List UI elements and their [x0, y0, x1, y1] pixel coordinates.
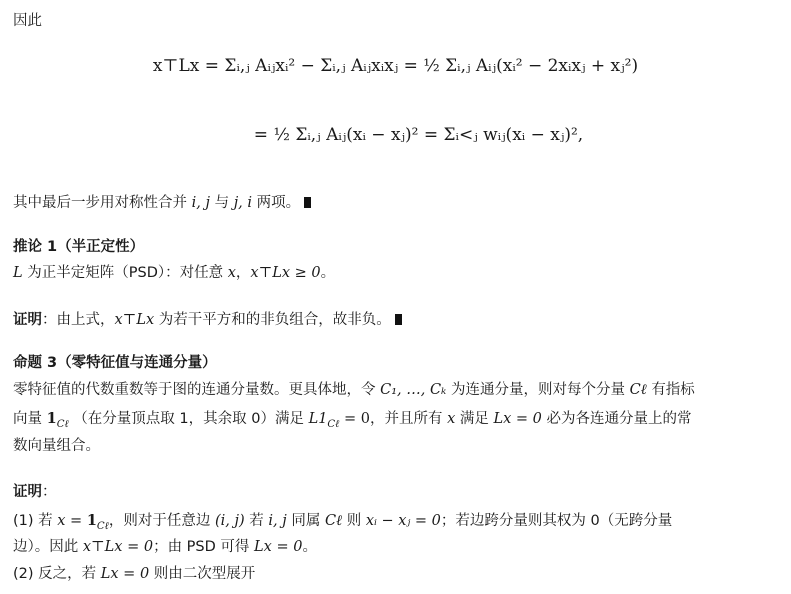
- proof-2-heading: [13, 482, 57, 503]
- prop-text: 为连通分量，则对每个分量: [450, 382, 625, 398]
- math-lx-zero: Lx = 0: [100, 566, 150, 582]
- math-components: C₁, …, Cₖ: [380, 382, 447, 398]
- math-lx-zero: Lx = 0: [493, 411, 542, 427]
- math-edge: (i, j): [214, 513, 245, 529]
- note-math-ij: i, j: [191, 195, 210, 211]
- math-xtlx-geq-0: x⊤Lx ≥ 0: [250, 265, 321, 281]
- math-xtlx-zero: x⊤Lx = 0: [82, 539, 154, 555]
- qed-mark: [395, 314, 402, 325]
- proposition-line-2: [13, 408, 692, 435]
- equation-line-1: [0, 56, 791, 77]
- prop-text: 必为各连通分量上的常: [546, 411, 692, 427]
- math-indicator: 1: [46, 410, 57, 427]
- prop-text: （在分量顶点取 1，其余取 0）满足: [73, 411, 304, 427]
- proof-2-step-1: [13, 510, 672, 537]
- proof-text-rest: 为若干平方和的非负组合，故非负。: [158, 312, 391, 328]
- math-indicator-sub: Cℓ: [96, 520, 109, 532]
- intro-text: 因此: [13, 13, 42, 29]
- math-indicator-sub: Cℓ: [56, 418, 69, 430]
- proof-label: 证明: [13, 312, 42, 328]
- period: 。: [302, 539, 317, 555]
- prop-text: ，并且所有: [369, 411, 443, 427]
- note-math-ji: j, i: [233, 195, 253, 211]
- step-text: 若: [249, 513, 264, 529]
- math-x: x: [447, 411, 456, 427]
- proof-label: 证明: [13, 484, 42, 500]
- corollary-body: [13, 263, 335, 284]
- proposition-title: 命题 3（零特征值与连通分量）: [13, 355, 217, 371]
- colon: ：: [42, 484, 57, 500]
- period: 。: [320, 265, 336, 281]
- math-x: x: [227, 265, 236, 281]
- step-text: 则: [346, 513, 362, 529]
- math-indicator: 1: [86, 512, 97, 529]
- qed-mark: [304, 197, 311, 208]
- symmetry-note: [13, 193, 311, 214]
- step-text: 边）。因此: [13, 539, 79, 555]
- prop-text: 零特征值的代数重数等于图的连通分量数。更具体地，令: [13, 382, 376, 398]
- math-cl: Cℓ: [324, 513, 343, 529]
- step-text: 则由二次型展开: [153, 566, 256, 582]
- corollary-title: 推论 1（半正定性）: [13, 239, 145, 255]
- step-text: ；若边跨分量则其权为 0（无跨分量: [440, 513, 673, 529]
- proof-2-step-2: [13, 564, 255, 585]
- prop-text: 向量: [13, 411, 42, 427]
- math-eq-zero: = 0: [339, 411, 370, 427]
- step-text: 同属: [291, 513, 321, 529]
- equation-line-2-text: = ½ Σᵢ,ⱼ Aᵢⱼ(xᵢ − xⱼ)² = Σᵢ<ⱼ wᵢⱼ(xᵢ − xⱼ)²,: [253, 125, 584, 145]
- proof-text: ：由上式，: [42, 312, 115, 328]
- step-text: ；由 PSD 可得: [153, 539, 250, 555]
- step-text: ，则对于任意边: [108, 513, 211, 529]
- math-xtlx: x⊤Lx: [114, 312, 155, 328]
- equation-line-2: [0, 125, 791, 146]
- equation-line-1-text: x⊤Lx = Σᵢ,ⱼ Aᵢⱼxᵢ² − Σᵢ,ⱼ Aᵢⱼxᵢxⱼ = ½ Σᵢ,ⱼ Aᵢⱼ(xᵢ² − 2xᵢxⱼ + xⱼ²): [152, 56, 639, 76]
- prop-text: 有指标: [651, 382, 695, 398]
- note-text-mid: 与: [214, 195, 230, 211]
- math-L: L: [13, 265, 23, 281]
- note-text: 其中最后一步用对称性合并: [13, 195, 187, 211]
- step-text: (1) 若: [13, 513, 53, 529]
- comma: ，: [235, 265, 251, 281]
- step-text: (2) 反之，若: [13, 566, 97, 582]
- math-ij: i, j: [268, 513, 287, 529]
- proposition-line-1: [13, 380, 695, 401]
- note-text-end: 两项。: [256, 195, 301, 211]
- math-diff-zero: xᵢ − xⱼ = 0: [365, 513, 441, 529]
- math-cl: Cℓ: [629, 382, 647, 398]
- math-x-eq: x =: [57, 513, 83, 529]
- corollary-text: 为正半定矩阵（PSD）：对任意: [27, 265, 224, 281]
- math-lx-zero: Lx = 0: [254, 539, 303, 555]
- proof-1: [13, 310, 402, 331]
- math-L1: L1: [308, 411, 328, 427]
- proposition-line-3: 数向量组合。: [13, 438, 100, 454]
- math-L1-sub: Cℓ: [327, 418, 340, 430]
- proof-2-step-1-cont: [13, 537, 317, 558]
- prop-text: 满足: [459, 411, 489, 427]
